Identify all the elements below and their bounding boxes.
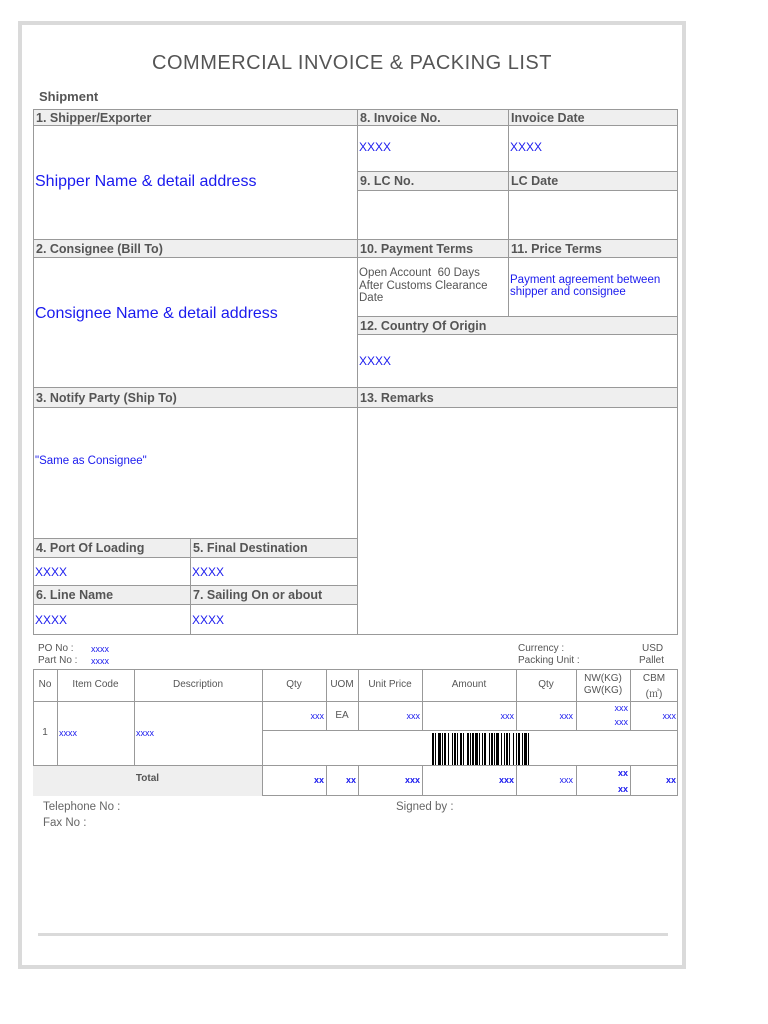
payment-terms-line1: Open Account 60 Days — [359, 267, 480, 279]
fax-label: Fax No : — [43, 817, 87, 829]
part-label: Part No : — [38, 655, 78, 666]
col-cbm-unit-header: (㎥) — [645, 689, 663, 700]
consignee-box — [33, 257, 358, 388]
country-origin-box — [357, 334, 678, 388]
invoice-date-value: XXXX — [510, 140, 543, 154]
total-gw: xx — [617, 784, 628, 794]
row-uom: EA — [335, 710, 349, 721]
notify-box — [33, 407, 358, 539]
sailing-value: XXXX — [192, 613, 225, 627]
row-qty: xxx — [310, 711, 324, 721]
packing-unit-value: Pallet — [639, 655, 665, 666]
price-terms-box — [508, 257, 678, 317]
price-terms-line2: shipper and consignee — [510, 286, 626, 298]
country-origin-header: 12. Country Of Origin — [357, 316, 678, 335]
total-label: Total — [135, 773, 160, 784]
consignee-value: Consignee Name & detail address — [35, 305, 278, 322]
row-cbm: xxx — [662, 711, 676, 721]
line-name-value: XXXX — [35, 613, 68, 627]
col-cbm-header: CBM — [642, 673, 666, 684]
part-value: xxxx — [91, 656, 109, 666]
line-name-box — [33, 604, 191, 635]
final-destination-header: 5. Final Destination — [190, 538, 358, 558]
col-item-code-header: Item Code — [72, 679, 119, 690]
invoice-no-value: XXXX — [359, 140, 392, 154]
lc-date-header: LC Date — [508, 171, 678, 191]
row-amount: xxx — [500, 711, 514, 721]
sailing-box — [190, 604, 358, 635]
shipper-header: 1. Shipper/Exporter — [33, 109, 358, 126]
invoice-date-header: Invoice Date — [508, 109, 678, 126]
invoice-date-box — [508, 125, 678, 172]
invoice-no-header: 8. Invoice No. — [357, 109, 509, 126]
po-value: xxxx — [91, 644, 109, 654]
total-amount: xxx — [498, 775, 514, 785]
po-label: PO No : — [38, 643, 74, 654]
footer-divider — [38, 933, 668, 936]
final-destination-value: XXXX — [192, 565, 225, 579]
row-description: xxxx — [136, 728, 154, 738]
lc-no-box — [357, 190, 509, 240]
col-qty-header: Qty — [286, 679, 302, 690]
row-nw: xxx — [614, 703, 628, 713]
final-destination-box — [190, 557, 358, 586]
payment-terms-box — [357, 257, 509, 317]
port-loading-header: 4. Port Of Loading — [33, 538, 191, 558]
price-terms-header: 11. Price Terms — [508, 239, 678, 258]
telephone-label: Telephone No : — [43, 801, 121, 813]
payment-terms-header: 10. Payment Terms — [357, 239, 509, 258]
row-gw: xxx — [614, 717, 628, 727]
payment-terms-line2: After Customs Clearance — [359, 279, 488, 292]
notify-header: 3. Notify Party (Ship To) — [33, 387, 358, 408]
col-unit-price-header: Unit Price — [368, 679, 412, 690]
payment-terms-line3: Date — [359, 292, 384, 304]
row-unit-price: xxx — [406, 711, 420, 721]
total-qty2: xxx — [559, 775, 573, 785]
lc-no-header: 9. LC No. — [357, 171, 509, 191]
shipment-label: Shipment — [39, 89, 99, 104]
total-qty: xx — [313, 775, 324, 785]
sailing-header: 7. Sailing On or about — [190, 585, 358, 605]
col-uom-header: UOM — [330, 679, 354, 690]
port-loading-value: XXXX — [35, 565, 68, 579]
line-name-header: 6. Line Name — [33, 585, 191, 605]
total-nw: xx — [617, 768, 628, 778]
barcode — [432, 733, 629, 765]
col-gw-header: GW(KG) — [583, 685, 623, 696]
row-item-code: xxxx — [59, 728, 77, 738]
total-unit-price: xxx — [404, 775, 420, 785]
row-qty2: xxx — [559, 711, 573, 721]
page-title: COMMERCIAL INVOICE & PACKING LIST — [152, 52, 552, 74]
total-uom: xx — [345, 775, 356, 785]
remarks-box — [357, 407, 678, 635]
col-nw-header: NW(KG) — [584, 673, 622, 684]
port-loading-box — [33, 557, 191, 586]
price-terms-line1: Payment agreement between — [510, 274, 661, 286]
shipper-value: Shipper Name & detail address — [35, 173, 257, 190]
currency-value: USD — [642, 643, 664, 654]
consignee-header: 2. Consignee (Bill To) — [33, 239, 358, 258]
col-amount-header: Amount — [451, 679, 487, 690]
shipper-box — [33, 125, 358, 240]
signed-by-label: Signed by : — [396, 801, 454, 813]
col-qty2-header: Qty — [538, 679, 554, 690]
currency-label: Currency : — [518, 643, 565, 654]
col-description-header: Description — [172, 679, 224, 690]
packing-unit-label: Packing Unit : — [518, 655, 580, 666]
col-no-header: No — [38, 679, 52, 690]
row-no: 1 — [42, 727, 48, 738]
remarks-header: 13. Remarks — [357, 387, 678, 408]
lc-date-box — [508, 190, 678, 240]
notify-value: "Same as Consignee" — [35, 455, 147, 467]
country-origin-value: XXXX — [359, 354, 392, 368]
total-cbm: xx — [665, 775, 676, 785]
invoice-no-box — [357, 125, 509, 172]
